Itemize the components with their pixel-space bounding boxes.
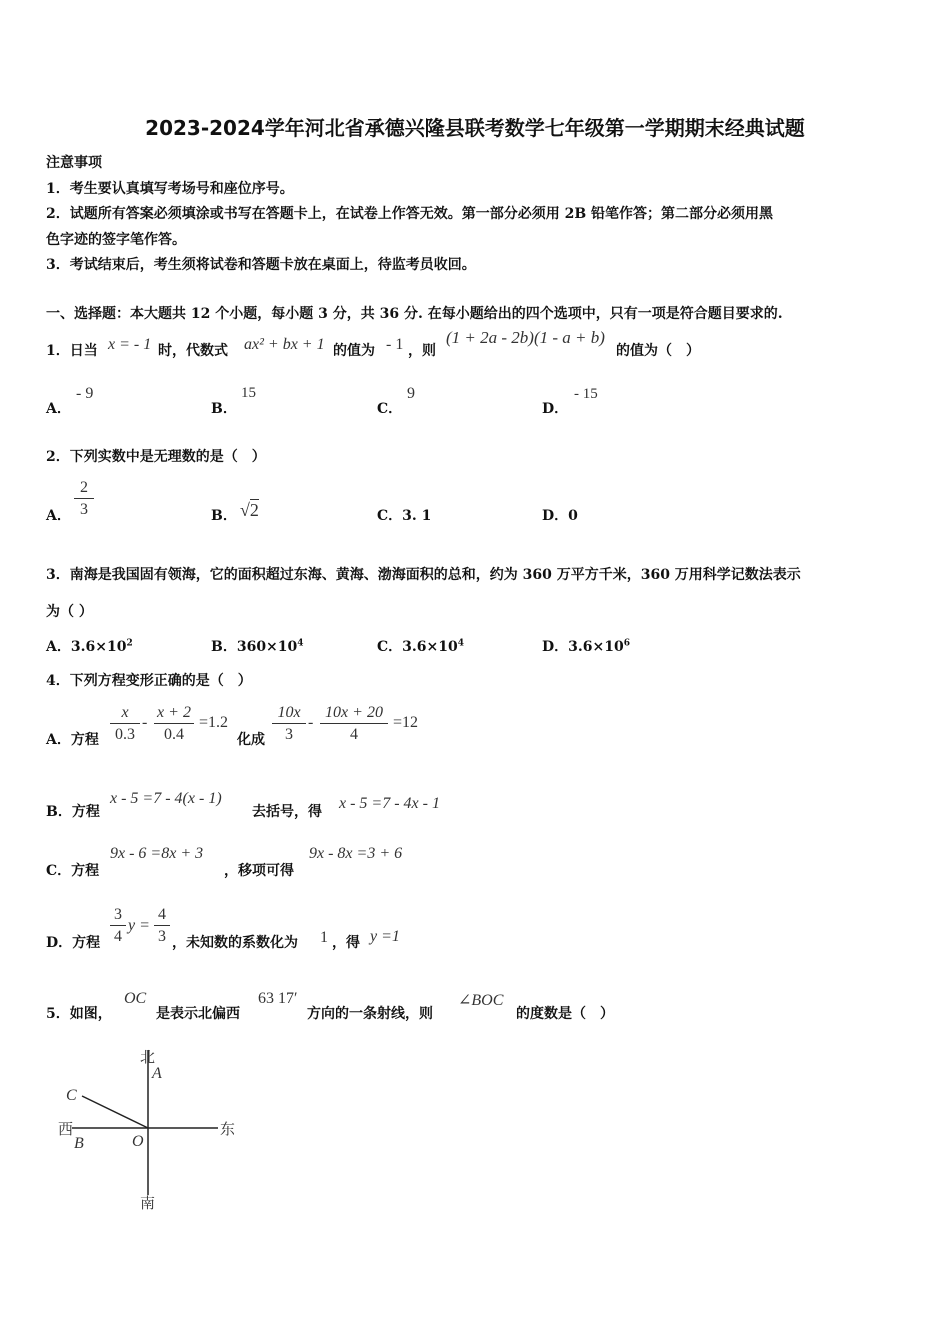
q4-a-frac-4-den: 4 [350,726,358,743]
q4-c-equation: 9x - 6 =8x + 3 [110,845,204,862]
ray-oc [82,1096,148,1128]
q1-option-b-label: B． [211,401,237,417]
q4-d-result: y =1 [370,928,400,945]
q4-c-mid-text: ，移项可得 [224,863,294,879]
q4-stem: 4．下列方程变形正确的是（ ） [46,673,252,689]
q2-option-a-denominator: 3 [80,501,88,518]
notice-item-3: 3．考试结束后，考生须将试卷和答题卡放在桌面上，待监考员收回。 [46,257,476,273]
q4-option-b-label: B．方程 [46,804,100,820]
q4-option-c-label: C．方程 [46,863,100,879]
q1-option-a-value: - 9 [76,385,94,402]
label-south: 南 [140,1194,156,1212]
q4-a-minus: - [142,714,148,731]
q1-option-d-value: - 15 [574,386,598,402]
q4-a-eq-2: =12 [393,714,419,731]
q2-option-c: C．3. 1 [377,508,432,524]
label-west: 西 [58,1120,74,1138]
q3-stem-2: 为（ ） [46,604,93,620]
q4-d-frac-1-den: 4 [114,928,122,945]
notice-item-1: 1．考生要认真填写考场号和座位序号。 [46,181,294,197]
q3-option-a-base: A．3.6×10 [46,639,127,655]
q5-text-3: 方向的一条射线，则 [307,1006,433,1022]
q5-text-1: 5．如图， [46,1006,112,1022]
sqrt-sign: √ [240,500,250,520]
q4-a-minus-2: - [308,714,314,731]
q2-stem: 2．下列实数中是无理数的是（ ） [46,449,266,465]
q5-text-2: 是表示北偏西 [156,1006,240,1022]
q4-d-frac-2 [154,905,170,948]
q1-math-2: ax² + bx + 1 [244,336,325,353]
q4-a-frac-1-den: 0.3 [115,726,135,743]
q1-option-b-value: 15 [241,385,256,401]
q4-option-d-label: D．方程 [46,935,101,951]
q4-a-frac-3-den: 3 [285,726,293,743]
q3-stem-1: 3．南海是我国固有领海，它的面积超过东海、黄海、渤海面积的总和，约为 360 万平方千米，360 万用科学记数法表示 [46,567,801,583]
q1-option-a-label: A． [46,401,71,417]
q2-option-d: D．0 [542,508,578,524]
q4-a-frac-4-num: 10x + 20 [320,703,388,724]
q3-option-b [211,636,304,656]
q4-a-frac-1 [110,703,140,746]
q4-option-a-label: A．方程 [46,732,99,748]
q1-option-d-label: D． [542,401,569,417]
q4-a-frac-3 [272,703,306,746]
q3-option-d-exp: 6 [623,638,630,649]
label-o: O [132,1133,144,1150]
q3-option-b-exp: 4 [297,638,304,649]
q4-b-result: x - 5 =7 - 4x - 1 [339,795,440,812]
q4-b-mid-text: 去括号，得 [252,804,322,820]
q3-option-d [542,636,630,656]
q4-a-frac-2-num: x + 2 [154,703,194,724]
q4-d-mid-text: ，未知数的系数化为 [172,935,298,951]
page-title: 2023-2024学年河北省承德兴隆县联考数学七年级第一学期期末经典试题 [145,116,805,140]
section-heading: 一、选择题：本大题共 12 个小题，每小题 3 分，共 36 分. 在每小题给出的四个选项中，只有一项是符合题目要求的. [46,306,783,322]
q4-d-one: 1 [320,929,328,946]
q1-math-3: - 1 [386,336,404,353]
q4-a-frac-3-num: 10x [272,703,306,724]
q4-a-frac-2 [154,703,194,746]
q4-a-mid-text: 化成 [237,732,265,748]
q4-d-frac-1 [110,905,126,948]
notice-heading: 注意事项 [46,155,102,171]
notice-item-2b: 色字迹的签字笔作答。 [46,232,186,248]
q3-option-a [46,636,133,656]
q5-figure [50,1040,250,1220]
q4-d-frac-2-num: 4 [154,905,170,926]
q1-text-1: 1．日当 [46,343,98,359]
q3-option-c-base: C．3.6×10 [377,639,458,655]
q1-math-4: (1 + 2a - 2b)(1 - a + b) [446,328,605,347]
q3-option-a-exp: 2 [126,638,133,649]
q4-d-mid-text-2: ，得 [332,935,360,951]
q2-option-a-label: A． [46,508,71,524]
q2-option-a-numerator: 2 [74,478,94,499]
q5-math-1: OC [124,990,147,1007]
q4-a-frac-2-den: 0.4 [164,726,184,743]
q1-text-5: 的值为（ ） [616,343,700,359]
q1-text-4: ，则 [408,343,436,359]
q1-text-2: 时，代数式 [158,343,228,359]
q1-option-c-label: C． [377,401,403,417]
q2-option-b-radicand: 2 [249,500,259,520]
q4-a-frac-1-num: x [110,703,140,724]
q2-option-b-label: B． [211,508,237,524]
q4-d-frac-2-den: 3 [158,928,166,945]
q4-d-y-eq: y = [128,917,150,934]
q4-c-result: 9x - 8x =3 + 6 [309,845,403,862]
q3-option-d-base: D．3.6×10 [542,639,624,655]
label-b: B [74,1135,84,1152]
q3-option-c [377,636,464,656]
label-east: 东 [220,1120,236,1138]
q1-option-c-value: 9 [407,385,415,402]
q2-option-a-fraction [74,478,94,521]
notice-item-2a: 2．试题所有答案必须填涂或书写在答题卡上，在试卷上作答无效。第一部分必须用 2B 铅笔作答；第二部分必须用黑 [46,206,774,222]
q1-math-1: x = - 1 [108,336,152,353]
q5-math-3: ∠BOC [458,992,504,1009]
q3-option-c-exp: 4 [457,638,464,649]
q4-a-frac-4 [320,703,388,746]
q2-option-b-value [240,500,259,521]
q5-math-2: 63 17′ [258,990,298,1007]
q4-b-equation: x - 5 =7 - 4(x - 1) [110,790,222,807]
q4-d-frac-1-num: 3 [110,905,126,926]
q3-option-b-base: B．360×10 [211,639,298,655]
q1-text-3: 的值为 [333,343,375,359]
q5-text-4: 的度数是（ ） [516,1006,614,1022]
q4-a-eq: =1.2 [199,714,229,731]
label-c: C [66,1087,77,1104]
label-a: A [152,1065,162,1082]
label-north: 北 [140,1048,156,1066]
